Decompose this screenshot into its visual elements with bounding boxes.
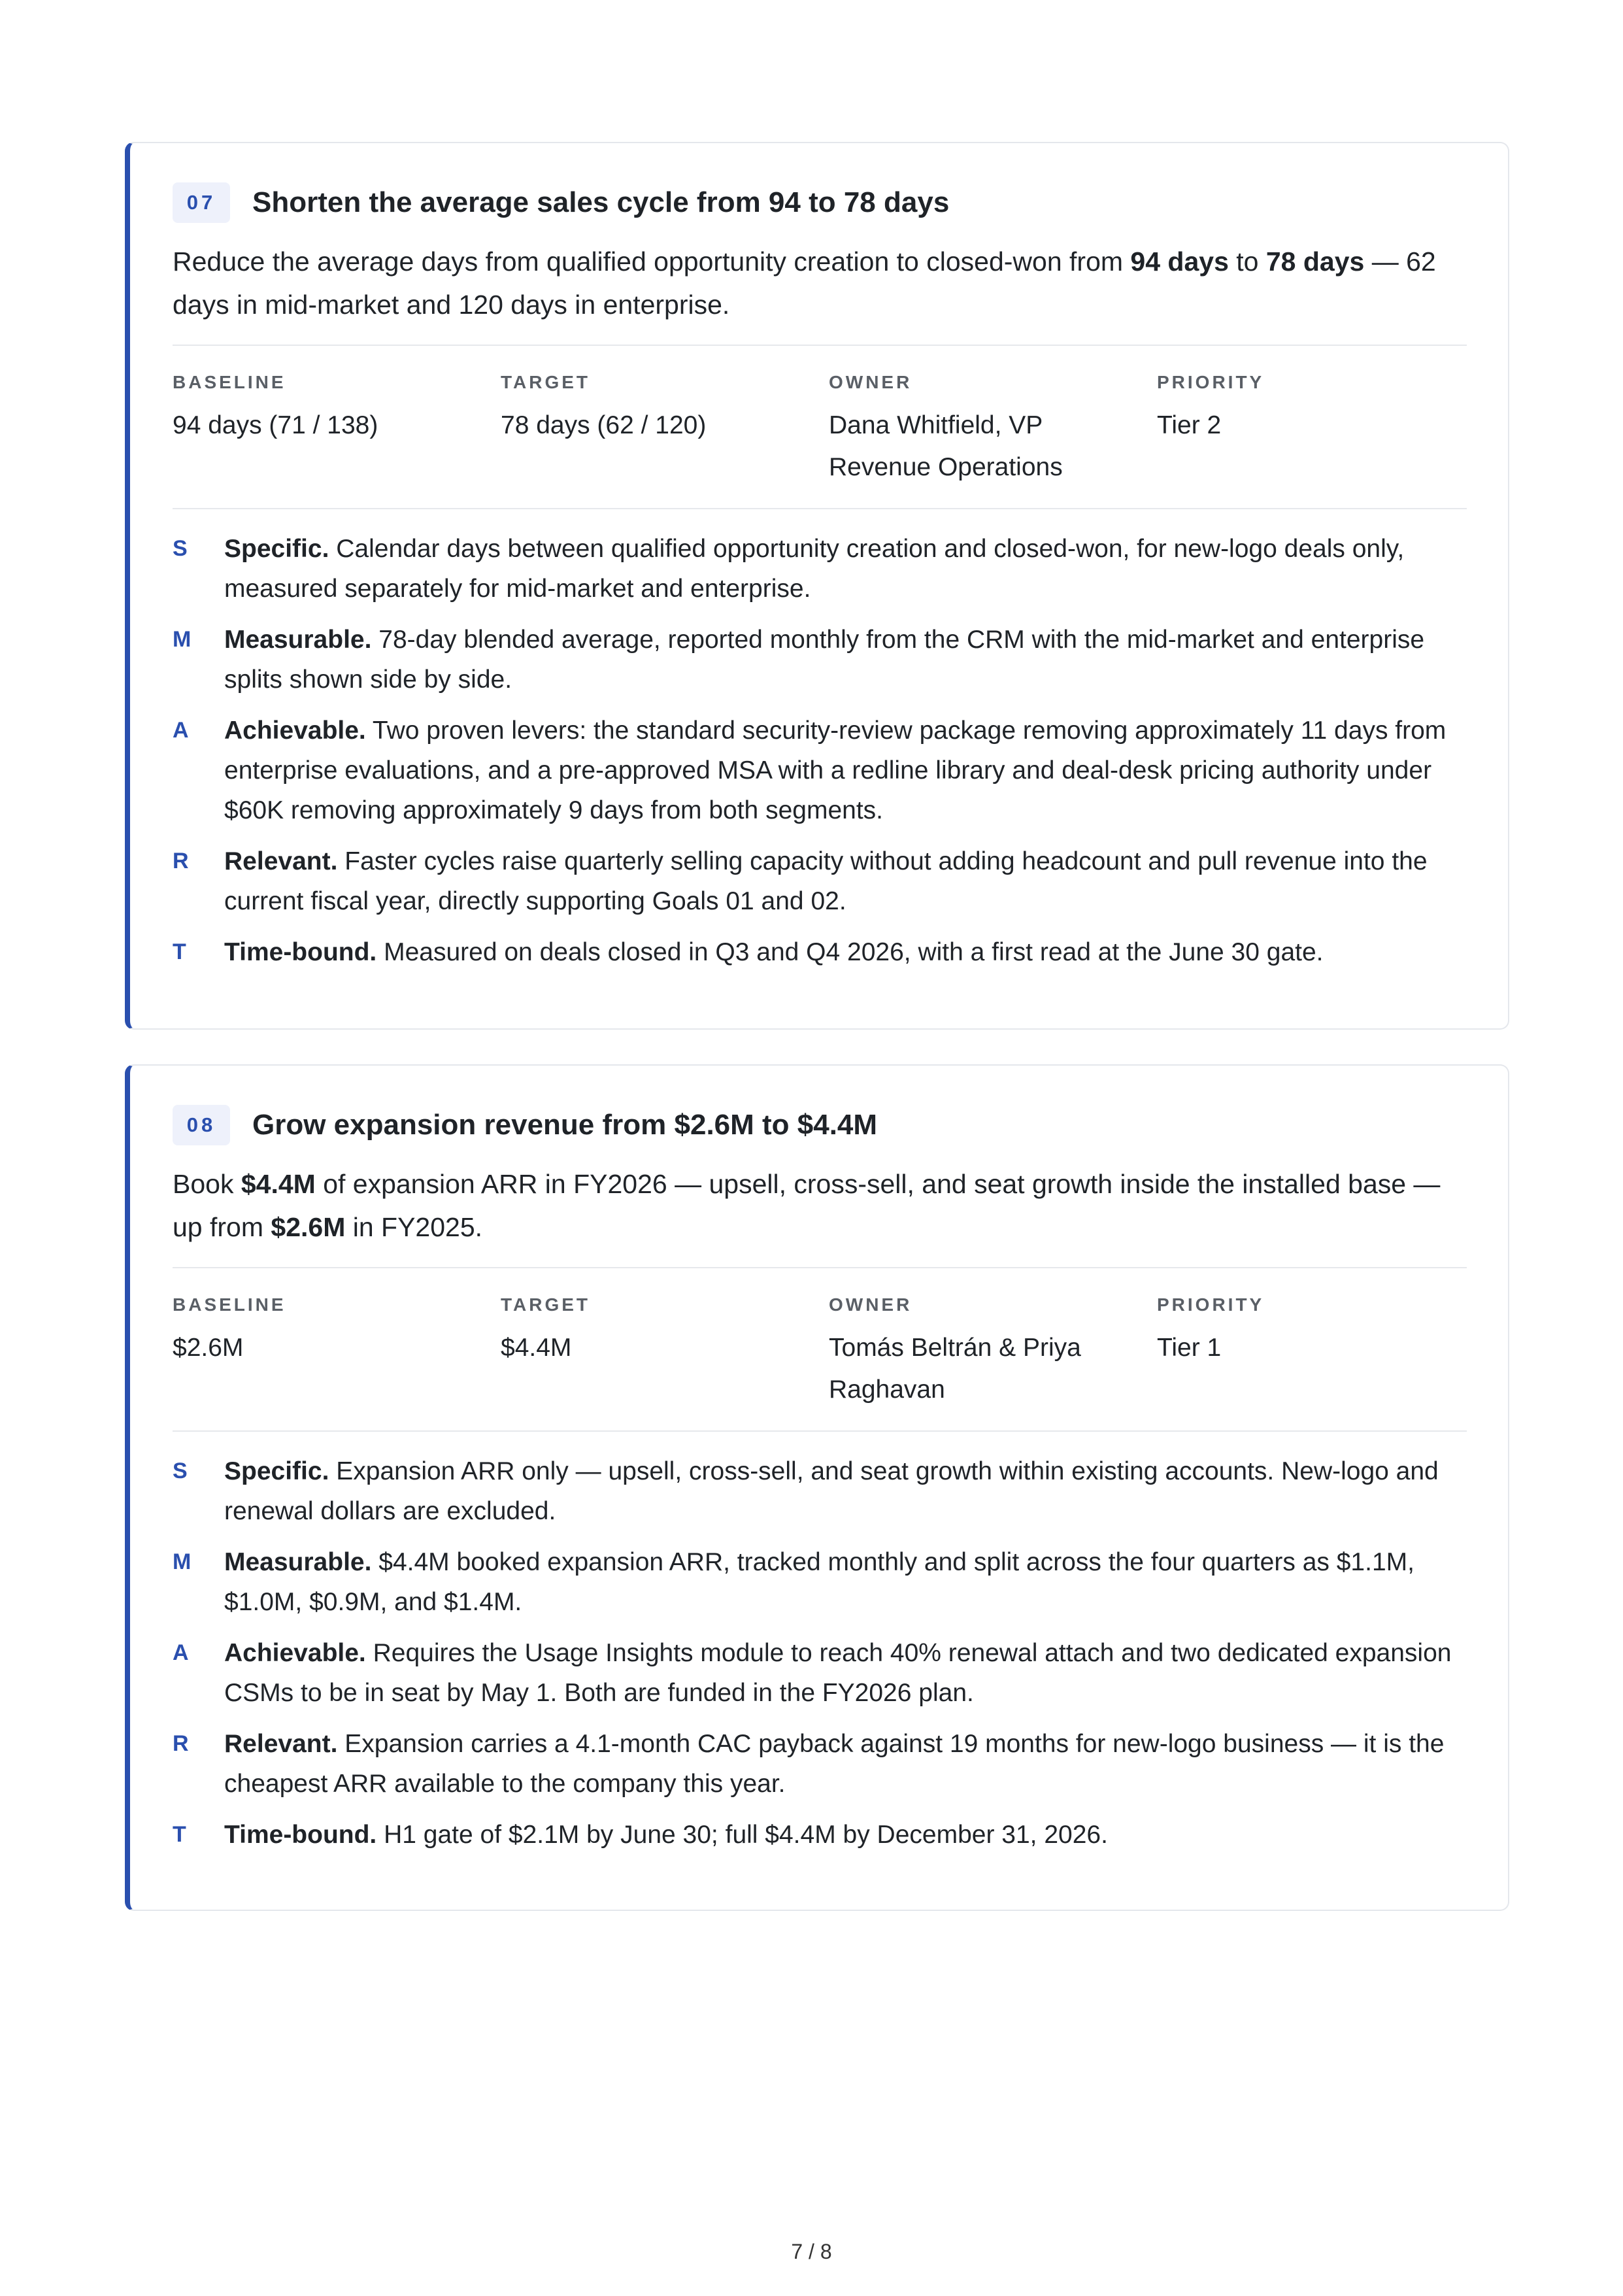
metric-value: Dana Whitfield, VP Revenue Operations — [829, 411, 1063, 481]
goal-header — [173, 1104, 1467, 1147]
metric-label: OWNER — [829, 1294, 912, 1315]
description-text: Book — [173, 1169, 241, 1199]
smart-body: Measured on deals closed in Q3 and Q4 2026, with a first read at the June 30 gate. — [376, 938, 1324, 966]
smart-letter: S — [173, 536, 188, 561]
metric-label: TARGET — [501, 1294, 591, 1315]
smart-item — [173, 841, 1467, 921]
smart-item — [173, 932, 1467, 972]
description-text: in FY2025. — [345, 1212, 483, 1242]
smart-letter: A — [173, 718, 189, 743]
smart-item — [173, 529, 1467, 609]
smart-heading: Measurable. — [224, 626, 372, 654]
smart-text — [224, 620, 1467, 700]
smart-letter: M — [173, 627, 192, 652]
page-number: 7 / 8 — [791, 2240, 832, 2263]
metric-value: Tier 2 — [1157, 411, 1222, 439]
smart-text — [224, 1633, 1467, 1713]
metrics-row — [173, 345, 1467, 509]
smart-body: Faster cycles raise quarterly selling capacity without adding headcount and pull revenue into the current fiscal year, directly supporting Goals 01 and 02. — [224, 847, 1428, 915]
smart-text — [224, 932, 1324, 972]
metric-label: TARGET — [501, 372, 591, 392]
smart-item — [173, 1542, 1467, 1622]
smart-heading: Time-bound. — [224, 1821, 377, 1849]
smart-criteria-list — [173, 1451, 1467, 1855]
smart-body: Calendar days between qualified opportunity creation and closed-won, for new-logo deals only, measured separately for mid-market and enterprise. — [224, 535, 1405, 603]
smart-text — [224, 1451, 1467, 1531]
metric-value: Tomás Beltrán & Priya Raghavan — [829, 1334, 1081, 1404]
smart-criteria-list — [173, 529, 1467, 972]
smart-item — [173, 711, 1467, 830]
description-text: of expansion ARR in FY2026 — upsell, cross-sell, and seat growth inside the installed base — up from — [173, 1169, 1441, 1242]
metric-value: 94 days (71 / 138) — [173, 411, 378, 439]
metric-label: BASELINE — [173, 372, 286, 392]
smart-letter: R — [173, 849, 189, 873]
metric-label: PRIORITY — [1157, 372, 1265, 392]
smart-letter: T — [173, 1822, 186, 1847]
smart-body: Two proven levers: the standard security-review package removing approximately 11 days from enterprise evaluations, and a pre-approved MSA with a redline library and deal-desk pricing authority under $60K removing approximately 9 days from both segments. — [224, 717, 1447, 824]
goal-title: Grow expansion revenue from $2.6M to $4.4M — [252, 1109, 878, 1141]
smart-text — [224, 841, 1467, 921]
metric-value: $2.6M — [173, 1334, 244, 1362]
metric-label: OWNER — [829, 372, 912, 392]
smart-letter: S — [173, 1459, 188, 1483]
metric-baseline — [173, 372, 501, 488]
metrics-row — [173, 1267, 1467, 1432]
metric-label: PRIORITY — [1157, 1294, 1265, 1315]
description-emphasis: $2.6M — [271, 1212, 346, 1242]
smart-body: $4.4M booked expansion ARR, tracked monthly and split across the four quarters as $1.1M, $1.0M, $0.9M, and $1.4M. — [224, 1548, 1414, 1616]
goal-title: Shorten the average sales cycle from 94 to 78 days — [252, 186, 950, 218]
smart-body: Requires the Usage Insights module to reach 40% renewal attach and two dedicated expansion CSMs to be in seat by May 1. Both are funded in the FY2026 plan. — [224, 1639, 1452, 1707]
smart-heading: Specific. — [224, 535, 329, 563]
description-emphasis: 78 days — [1265, 246, 1365, 277]
goal-description — [173, 240, 1467, 326]
smart-letter: R — [173, 1731, 189, 1756]
metric-baseline — [173, 1294, 501, 1411]
smart-heading: Achievable. — [224, 717, 366, 745]
goal-card-08 — [125, 1064, 1509, 1911]
smart-text — [224, 1724, 1467, 1804]
smart-letter: A — [173, 1640, 189, 1665]
metric-priority — [1157, 372, 1467, 488]
smart-body: Expansion ARR only — upsell, cross-sell, and seat growth within existing accounts. New-logo and renewal dollars are excluded. — [224, 1457, 1439, 1525]
metric-value: $4.4M — [501, 1334, 572, 1362]
metric-label: BASELINE — [173, 1294, 286, 1315]
smart-heading: Achievable. — [224, 1639, 366, 1667]
smart-heading: Relevant. — [224, 847, 338, 875]
smart-heading: Relevant. — [224, 1730, 338, 1758]
smart-item — [173, 1724, 1467, 1804]
smart-letter: T — [173, 939, 186, 964]
description-emphasis: 94 days — [1130, 246, 1229, 277]
smart-item — [173, 1451, 1467, 1531]
smart-item — [173, 1633, 1467, 1713]
smart-text — [224, 711, 1467, 830]
goal-header — [173, 181, 1467, 224]
description-text: to — [1228, 246, 1266, 277]
smart-heading: Time-bound. — [224, 938, 377, 966]
metric-target — [501, 1294, 829, 1411]
metric-owner — [829, 1294, 1157, 1411]
smart-heading: Measurable. — [224, 1548, 372, 1576]
metric-value: Tier 1 — [1157, 1334, 1222, 1362]
goal-description — [173, 1162, 1467, 1249]
smart-item — [173, 620, 1467, 700]
description-text: Reduce the average days from qualified opportunity creation to closed-won from — [173, 246, 1131, 277]
description-emphasis: $4.4M — [241, 1169, 316, 1199]
smart-text — [224, 1815, 1108, 1855]
goal-number-badge: 08 — [173, 1105, 230, 1145]
goal-card-07 — [125, 142, 1509, 1030]
description-text: — 62 days in mid-market and 120 days in enterprise. — [173, 246, 1436, 320]
metric-target — [501, 372, 829, 488]
metric-owner — [829, 372, 1157, 488]
smart-text — [224, 529, 1467, 609]
smart-body: H1 gate of $2.1M by June 30; full $4.4M by December 31, 2026. — [376, 1821, 1108, 1849]
smart-letter: M — [173, 1549, 192, 1574]
smart-body: 78-day blended average, reported monthly from the CRM with the mid-market and enterprise splits shown side by side. — [224, 626, 1425, 694]
metric-priority — [1157, 1294, 1467, 1411]
metric-value: 78 days (62 / 120) — [501, 411, 707, 439]
smart-heading: Specific. — [224, 1457, 329, 1485]
smart-text — [224, 1542, 1467, 1622]
smart-item — [173, 1815, 1467, 1855]
goal-number-badge: 07 — [173, 182, 230, 223]
smart-body: Expansion carries a 4.1-month CAC payback against 19 months for new-logo business — it is the cheapest ARR available to the company this year. — [224, 1730, 1445, 1798]
